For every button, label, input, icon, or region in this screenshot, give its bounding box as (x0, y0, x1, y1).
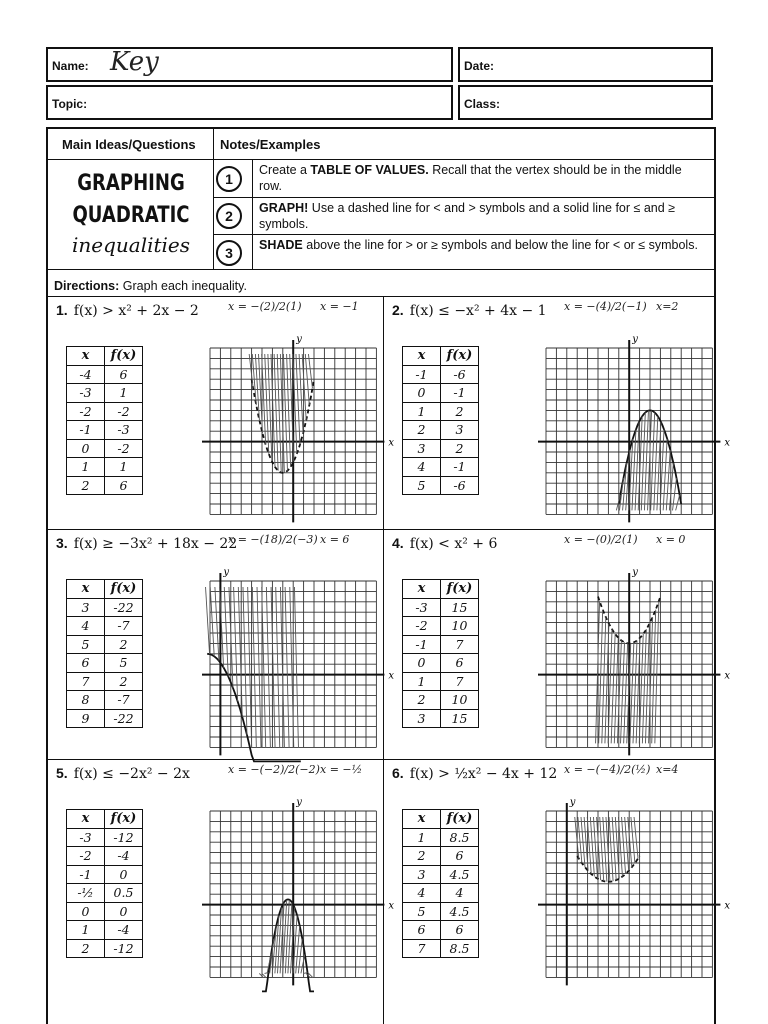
x-axis-label: x (388, 437, 395, 449)
cell-x: 4 (403, 884, 441, 903)
table-row (403, 865, 479, 884)
cell-x: 4 (403, 458, 441, 477)
divider (213, 234, 714, 235)
x-axis-label: x (388, 900, 395, 912)
problem-1-vertex: x = −1 (320, 300, 359, 313)
table-row (67, 458, 143, 477)
table-row (403, 384, 479, 403)
shading-stroke (234, 587, 238, 701)
shading-stroke (669, 463, 673, 510)
x-axis-label: x (724, 900, 731, 912)
step-3-text: SHADE above the line for > or ≥ symbols and below the line for < or ≤ symbols. (259, 238, 698, 252)
problem-3-label (56, 535, 237, 552)
step-1-text: Create a TABLE OF VALUES. Recall that the vertex should be in the middle row. (259, 163, 682, 193)
problem-3-vertex-work: x = −(18)/2(−3) (228, 533, 318, 546)
cell-x: 2 (403, 421, 441, 440)
cell-fx: 10 (441, 617, 479, 636)
problem-expression: f(x) ≤ −x² + 4x − 1 (409, 303, 547, 319)
cell-fx: -1 (441, 458, 479, 477)
shading-stroke (248, 587, 252, 747)
table-row (403, 421, 479, 440)
cell-x: -4 (67, 365, 105, 384)
cell-fx: 3 (441, 421, 479, 440)
cell-x: 2 (67, 476, 105, 495)
col-header-fx: f(x) (441, 810, 479, 829)
cell-x: 0 (403, 384, 441, 403)
cell-fx: -22 (105, 598, 143, 617)
cell-fx: 6 (441, 921, 479, 940)
step-3-badge: 3 (216, 240, 242, 266)
cell-fx: -4 (105, 921, 143, 940)
table-row (67, 921, 143, 940)
problem-5-label (56, 765, 190, 782)
step-1-badge: 1 (216, 166, 242, 192)
problem-1-vertex-work: x = −(2)/2(1) (228, 300, 302, 313)
directions (54, 279, 247, 293)
problem-expression: f(x) ≥ −3x² + 18x − 22 (73, 536, 238, 552)
cell-x: 1 (67, 921, 105, 940)
title-quadratic: QUADRATIC (72, 203, 190, 228)
cell-fx: 2 (441, 402, 479, 421)
cell-x: 1 (403, 672, 441, 691)
problem-number: 6. (392, 765, 404, 781)
problem-3-table (66, 579, 143, 728)
cell-fx: 2 (105, 672, 143, 691)
problem-5-vertex-work: x = −(−2)/2(−2) (228, 763, 320, 776)
problem-4-graph (536, 567, 731, 757)
shading-stroke (206, 587, 210, 654)
cell-fx: -7 (105, 617, 143, 636)
cell-x: -3 (403, 598, 441, 617)
table-row (403, 939, 479, 958)
table-row (403, 439, 479, 458)
cell-x: -2 (67, 402, 105, 421)
table-row (403, 672, 479, 691)
cell-x: 0 (403, 654, 441, 673)
cell-x: 1 (67, 458, 105, 477)
cell-x: 0 (67, 439, 105, 458)
directions-text: Graph each inequality. (122, 279, 247, 293)
col-header-fx: f(x) (441, 347, 479, 366)
cell-x: -1 (67, 421, 105, 440)
x-axis-label: x (724, 670, 731, 682)
cell-fx: -4 (105, 847, 143, 866)
name-value: Key (110, 47, 159, 77)
col-header-x: x (403, 580, 441, 599)
cell-fx: -1 (441, 384, 479, 403)
cell-fx: 2 (441, 439, 479, 458)
name-label: Name: (52, 59, 89, 73)
col-main-ideas: Main Ideas/Questions (62, 137, 196, 152)
problem-expression: f(x) < x² + 6 (409, 536, 498, 552)
table-row (403, 902, 479, 921)
cell-x: 2 (403, 847, 441, 866)
shading-stroke (285, 587, 289, 747)
cell-x: 5 (403, 902, 441, 921)
step-2-badge: 2 (216, 203, 242, 229)
shading-stroke (666, 450, 670, 510)
problem-2-table (402, 346, 479, 495)
table-row (67, 691, 143, 710)
divider (48, 296, 714, 297)
cell-x: 1 (403, 402, 441, 421)
problem-6-vertex-work: x = −(−4)/2(½) (564, 763, 651, 776)
table-row (67, 709, 143, 728)
shading-stroke (257, 587, 261, 747)
cell-fx: 4.5 (441, 902, 479, 921)
problem-1-graph (200, 334, 395, 524)
table-row (403, 617, 479, 636)
table-row (67, 476, 143, 495)
cell-fx: 15 (441, 709, 479, 728)
table-row (67, 617, 143, 636)
col-notes: Notes/Examples (220, 137, 321, 152)
table-row (67, 939, 143, 958)
problem-4-label (392, 535, 497, 552)
cell-fx: -12 (105, 939, 143, 958)
cell-fx: 1 (105, 384, 143, 403)
col-header-x: x (67, 580, 105, 599)
y-axis-label: y (296, 334, 302, 345)
problem-5-vertex: x = −½ (320, 763, 363, 776)
table-row (403, 884, 479, 903)
divider (48, 269, 714, 270)
problem-expression: f(x) > ½x² − 4x + 12 (409, 766, 558, 782)
cell-x: 8 (67, 691, 105, 710)
cell-x: 7 (403, 939, 441, 958)
table-row (403, 654, 479, 673)
table-row (67, 672, 143, 691)
problem-5-table (66, 809, 143, 958)
cell-fx: 1 (105, 458, 143, 477)
problem-number: 4. (392, 535, 404, 551)
y-axis-label: y (296, 797, 302, 808)
notes-sheet (46, 127, 731, 1024)
table-row (403, 709, 479, 728)
divider (48, 159, 714, 160)
shading-stroke (308, 354, 312, 388)
table-row (67, 865, 143, 884)
col-header-fx: f(x) (441, 580, 479, 599)
problem-5-graph (200, 797, 395, 987)
cell-x: 1 (403, 828, 441, 847)
divider (252, 159, 253, 269)
cell-x: -3 (67, 384, 105, 403)
cell-fx: 4.5 (441, 865, 479, 884)
cell-fx: 6 (441, 654, 479, 673)
table-row (67, 902, 143, 921)
cell-fx: 0 (105, 865, 143, 884)
col-header-fx: f(x) (105, 810, 143, 829)
cell-x: 3 (403, 439, 441, 458)
table-row (67, 402, 143, 421)
cell-x: 3 (403, 865, 441, 884)
problem-number: 2. (392, 302, 404, 318)
shading-stroke (238, 587, 242, 717)
problem-number: 3. (56, 535, 68, 551)
divider (48, 529, 714, 530)
y-axis-label: y (632, 567, 638, 578)
shading-stroke (294, 587, 298, 747)
cell-x: -2 (403, 617, 441, 636)
table-row (403, 458, 479, 477)
cell-fx: 5 (105, 654, 143, 673)
y-axis-label: y (632, 334, 638, 345)
table-row (403, 635, 479, 654)
cell-fx: -6 (441, 365, 479, 384)
problem-number: 1. (56, 302, 68, 318)
shading-stroke (215, 587, 219, 661)
cell-fx: 6 (105, 365, 143, 384)
problem-6-table (402, 809, 479, 958)
cell-fx: 8.5 (441, 828, 479, 847)
cell-fx: 6 (105, 476, 143, 495)
cell-fx: -6 (441, 476, 479, 495)
cell-fx: 7 (441, 635, 479, 654)
topic-field[interactable] (46, 85, 453, 120)
class-label: Class: (464, 97, 501, 111)
cell-fx: -2 (105, 402, 143, 421)
cell-x: 5 (67, 635, 105, 654)
name-field[interactable] (46, 47, 453, 82)
problem-1-label (56, 302, 199, 319)
table-row (403, 847, 479, 866)
shading-stroke (224, 587, 228, 677)
cell-fx: 6 (441, 847, 479, 866)
table-row (403, 921, 479, 940)
cell-fx: 2 (105, 635, 143, 654)
y-axis-label: y (569, 797, 576, 808)
col-header-x: x (67, 810, 105, 829)
problem-3-vertex: x = 6 (320, 533, 350, 546)
cell-fx: -3 (105, 421, 143, 440)
problem-2-vertex-work: x = −(4)/2(−1) (564, 300, 647, 313)
cell-x: -2 (67, 847, 105, 866)
cell-x: 6 (403, 921, 441, 940)
cell-x: 2 (403, 691, 441, 710)
shading-stroke (266, 587, 270, 747)
problem-4-vertex: x = 0 (656, 533, 686, 546)
date-label: Date: (464, 59, 495, 73)
cell-fx: 0.5 (105, 884, 143, 903)
shading-stroke (243, 587, 247, 735)
title-graphing: GRAPHING (77, 171, 185, 196)
cell-x: 2 (67, 939, 105, 958)
table-row (67, 598, 143, 617)
cell-fx: 0 (105, 902, 143, 921)
title-inequalities: inequalities (71, 233, 191, 257)
step-2-text: GRAPH! Use a dashed line for < and > symbols and a solid line for ≤ and ≥ symbols. (259, 201, 676, 231)
cell-x: 5 (403, 476, 441, 495)
date-field[interactable] (458, 47, 713, 82)
cell-x: 9 (67, 709, 105, 728)
problem-4-vertex-work: x = −(0)/2(1) (564, 533, 638, 546)
cell-fx: -7 (105, 691, 143, 710)
col-header-x: x (403, 347, 441, 366)
problem-2-vertex: x=2 (656, 300, 679, 313)
table-row (67, 654, 143, 673)
col-header-x: x (67, 347, 105, 366)
problem-6-graph (536, 797, 731, 987)
problem-6-label (392, 765, 557, 782)
table-row (403, 691, 479, 710)
divider (213, 197, 714, 198)
problem-1-table (66, 346, 143, 495)
cell-fx: 4 (441, 884, 479, 903)
cell-fx: 8.5 (441, 939, 479, 958)
shading-stroke (271, 587, 275, 747)
cell-x: -1 (403, 365, 441, 384)
table-row (67, 884, 143, 903)
problem-4-table (402, 579, 479, 728)
cell-x: 4 (67, 617, 105, 636)
table-row (67, 635, 143, 654)
table-row (403, 402, 479, 421)
shading-stroke (210, 587, 214, 656)
problem-3-graph (200, 567, 395, 757)
cell-fx: -22 (105, 709, 143, 728)
cell-fx: 7 (441, 672, 479, 691)
cell-x: 3 (67, 598, 105, 617)
problem-expression: f(x) > x² + 2x − 2 (73, 303, 199, 319)
shading-stroke (676, 495, 680, 511)
problem-6-vertex: x=4 (656, 763, 679, 776)
x-axis-label: x (388, 670, 395, 682)
cell-x: 3 (403, 709, 441, 728)
col-header-x: x (403, 810, 441, 829)
problem-expression: f(x) ≤ −2x² − 2x (73, 766, 190, 782)
cell-x: -1 (403, 635, 441, 654)
col-header-fx: f(x) (105, 580, 143, 599)
problem-number: 5. (56, 765, 68, 781)
cell-fx: -12 (105, 828, 143, 847)
divider (48, 759, 714, 760)
cell-x: -½ (67, 884, 105, 903)
cell-x: 6 (67, 654, 105, 673)
problem-2-graph (536, 334, 731, 524)
cell-fx: 10 (441, 691, 479, 710)
topic-label: Topic: (52, 97, 88, 111)
problem-2-label (392, 302, 547, 319)
table-row (67, 384, 143, 403)
class-field[interactable] (458, 85, 713, 120)
shading-stroke (276, 587, 280, 747)
cell-fx: -2 (105, 439, 143, 458)
shading-stroke (301, 954, 305, 973)
cell-x: -3 (67, 828, 105, 847)
table-row (403, 598, 479, 617)
table-row (403, 828, 479, 847)
table-row (67, 365, 143, 384)
cell-fx: 15 (441, 598, 479, 617)
table-row (403, 476, 479, 495)
cell-x: 7 (67, 672, 105, 691)
table-row (67, 421, 143, 440)
cell-x: 0 (67, 902, 105, 921)
table-row (67, 439, 143, 458)
y-axis-label: y (223, 567, 230, 578)
x-axis-label: x (724, 437, 731, 449)
cell-x: -1 (67, 865, 105, 884)
col-header-fx: f(x) (105, 347, 143, 366)
table-row (67, 847, 143, 866)
table-row (67, 828, 143, 847)
directions-label: Directions: (54, 279, 120, 293)
table-row (403, 365, 479, 384)
shading-stroke (252, 587, 256, 747)
